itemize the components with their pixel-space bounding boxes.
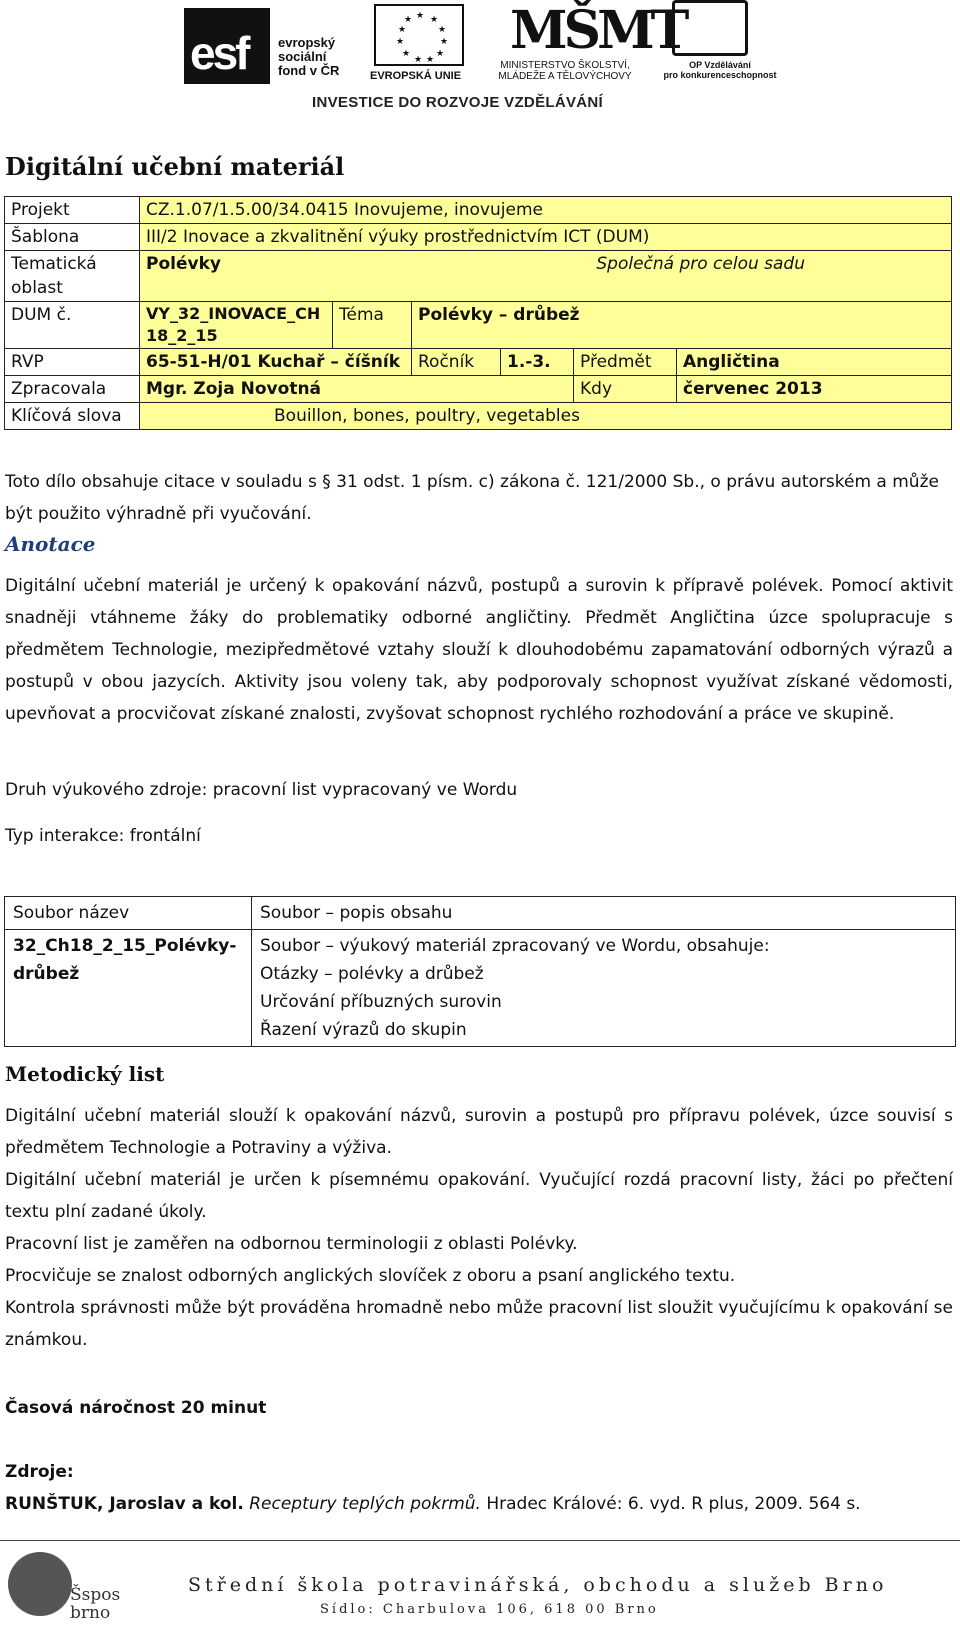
school-logo: Šspos brno [8,1552,128,1628]
citation-title: Receptury teplých pokrmů. [249,1494,481,1514]
page-title: Digitální učební materiál [5,152,345,181]
metodicky-paragraph: Digitální učební materiál slouží k opakování názvů, surovin a postupů pro přípravu polévek, úzce souvisí s předmětem Technologie a Potraviny a výživa. [5,1106,953,1158]
metodicky-block [5,1100,953,1356]
citation-publisher: Hradec Králové: 6. vyd. R plus, 2009. 564 s. [486,1494,861,1514]
kdy-value: červenec 2013 [677,376,952,403]
predmet-value: Angličtina [677,349,952,376]
projekt-label: Projekt [5,197,140,224]
kdy-label: Kdy [574,376,677,403]
typ-interakce: Typ interakce: frontální [5,826,201,846]
metodicky-paragraph: Digitální učební materiál je určen k písemnému opakování. Vyučující rozdá pracovní listy, žáci po přečtení textu plní zadané úkoly. [5,1170,953,1222]
klicova-slova-label: Klíčová slova [5,403,140,430]
predmet-label: Předmět [574,349,677,376]
rvp-value: 65-51-H/01 Kuchař – číšník [140,349,412,376]
tagline: INVESTICE DO ROZVOJE VZDĚLÁVÁNÍ [312,94,604,111]
metodicky-paragraph: Pracovní list je zaměřen na odbornou terminologii z oblasti Polévky. [5,1234,578,1254]
copyright-note: Toto dílo obsahuje citace v souladu s § 31 odst. 1 písm. c) zákona č. 121/2000 Sb., o právu autorském a může být použito výhradně při vyučování. [5,472,939,524]
druh-zdroje: Druh výukového zdroje: pracovní list vypracovaný ve Wordu [5,780,518,800]
file-desc-line: Určování příbuzných surovin [260,992,502,1012]
tema-cell [140,251,952,302]
file-desc-cell [252,930,956,1047]
file-desc-line: Otázky – polévky a drůbež [260,964,484,984]
rocnik-value: 1.-3. [501,349,574,376]
anotace-text: Digitální učební materiál je určený k opakování názvů, postupů a surovin k přípravě polévek. Pomocí aktivit snadněji vtáhneme žáky do problematiky odborné angličtiny. Předmět Angličtina úzce spolupracuje s předmětem Technologie, mezipředmětové vztahy slouží k dlouhodobému zapamatování odborných výrazů a postupů v obou jazycích. Aktivity jsou voleny tak, aby podporovaly schopnost využívat získané vědomosti, upevňovat a procvičovat získané znalosti, zvyšovat schopnost rychlého rozhodování a práce ve skupině. [5,576,953,724]
zpracovala-label: Zpracovala [5,376,140,403]
dum-label: DUM č. [5,302,140,349]
file-name-header: Soubor název [5,897,252,930]
zdroje-citation [5,1488,953,1520]
esf-logo: esf evropský sociální fond v ČR [180,0,358,86]
file-desc-header: Soubor – popis obsahu [252,897,956,930]
eu-flag-logo: ★ ★ ★ ★ ★ ★ ★ ★ ★ ★ ★ EVROPSKÁ UNIE [370,4,468,86]
casova-narocnost: Časová náročnost 20 minut [5,1398,267,1418]
sablona-value: III/2 Inovace a zkvalitnění výuky prostřednictvím ICT (DUM) [140,224,952,251]
tema-value: Polévky [146,254,221,274]
metodicky-heading: Metodický list [5,1062,165,1086]
metodicky-paragraph: Procvičuje se znalost odborných anglických slovíček z oboru a psaní anglického textu. [5,1266,736,1286]
dum-value: VY_32_INOVACE_CH 18_2_15 [140,302,333,349]
zpracovala-value: Mgr. Zoja Novotná [140,376,574,403]
rvp-label: RVP [5,349,140,376]
school-name: Střední škola potravinářská, obchodu a služeb Brno [188,1574,888,1596]
op-vzdelavani-logo: OP Vzdělávání pro konkurenceschopnost [650,0,790,92]
school-address: Sídlo: Charbulova 106, 618 00 Brno [320,1602,659,1617]
metodicky-paragraph: Kontrola správnosti může být prováděna hromadně nebo může pracovní list sloužit vyučujícímu k opakování se známkou. [5,1298,953,1350]
tema-label: Tematická oblast [5,251,140,302]
anotace-heading: Anotace [5,532,96,556]
file-name-value: 32_Ch18_2_15_Polévky-drůbež [5,930,252,1047]
info-table [4,196,952,430]
footer-divider [0,1540,960,1541]
file-desc-line: Řazení výrazů do skupin [260,1020,467,1040]
klicova-slova-value: Bouillon, bones, poultry, vegetables [140,403,952,430]
tema2-label: Téma [333,302,412,349]
rocnik-label: Ročník [412,349,501,376]
file-desc-line: Soubor – výukový materiál zpracovaný ve Wordu, obsahuje: [260,936,770,956]
tema-note: Společná pro celou sadu [596,254,805,274]
file-table [4,896,956,1047]
projekt-value: CZ.1.07/1.5.00/34.0415 Inovujeme, inovujeme [140,197,952,224]
citation-author: RUNŠTUK, Jaroslav a kol. [5,1494,244,1514]
zdroje-label: Zdroje: [5,1462,74,1482]
tema2-value: Polévky – drůbež [412,302,952,349]
msmt-logo: MŠMT MINISTERSTVO ŠKOLSTVÍ, MLÁDEŽE A TĚLOVÝCHOVY [498,0,686,82]
sablona-label: Šablona [5,224,140,251]
